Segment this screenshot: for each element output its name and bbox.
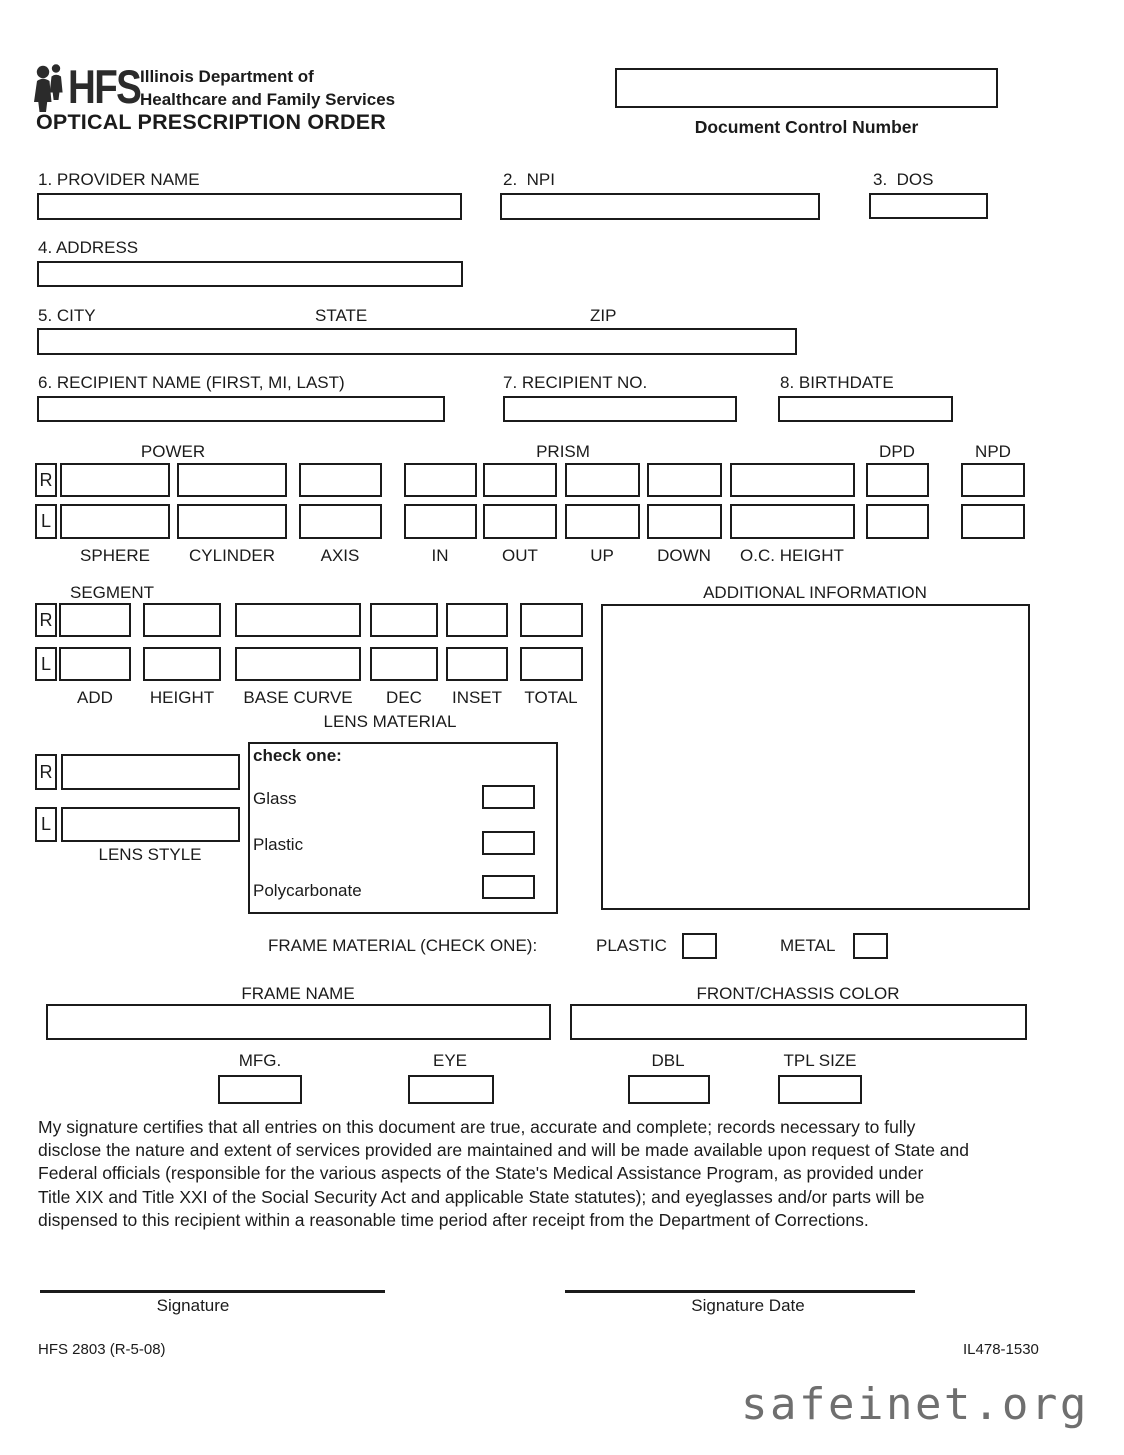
lens-style-row-l-label: L <box>35 807 57 842</box>
down-label: DOWN <box>657 546 711 565</box>
prism-header: PRISM <box>536 442 590 461</box>
lens-style-l-field[interactable] <box>61 807 240 842</box>
segment-r-add-field[interactable] <box>59 603 131 637</box>
provider-name-field[interactable] <box>37 193 462 220</box>
prism-l-down-field[interactable] <box>647 504 722 539</box>
mfg-label: MFG. <box>238 1051 282 1070</box>
prism-l-up-field[interactable] <box>565 504 640 539</box>
birthdate-field[interactable] <box>778 396 953 422</box>
segment-l-total-field[interactable] <box>520 647 583 681</box>
frame-metal-label: METAL <box>780 936 836 955</box>
state-label: STATE <box>315 306 368 325</box>
lens-style-label: LENS STYLE <box>98 845 202 864</box>
add-label: ADD <box>77 688 113 707</box>
mfg-field[interactable] <box>218 1075 302 1104</box>
segment-l-add-field[interactable] <box>59 647 131 681</box>
front-chassis-color-field[interactable] <box>570 1004 1027 1040</box>
additional-information-label: ADDITIONAL INFORMATION <box>703 583 927 602</box>
front-chassis-color-label: FRONT/CHASSIS COLOR <box>696 984 900 1003</box>
up-label: UP <box>590 546 614 565</box>
base-curve-label: BASE CURVE <box>243 688 353 707</box>
dpd-header: DPD <box>879 442 915 461</box>
out-label: OUT <box>502 546 538 565</box>
city-state-zip-field[interactable] <box>37 328 797 355</box>
power-l-cylinder-field[interactable] <box>177 504 287 539</box>
birthdate-label: 8. BIRTHDATE <box>780 373 894 392</box>
dos-field[interactable] <box>869 193 988 219</box>
dos-label: 3. DOS <box>873 170 934 189</box>
certification-line: My signature certifies that all entries on this document are true, accurate and complete; records necessary to fully <box>38 1117 916 1137</box>
npi-field[interactable] <box>500 193 820 220</box>
oc-height-r-field[interactable] <box>730 463 855 497</box>
prism-r-down-field[interactable] <box>647 463 722 497</box>
power-r-cylinder-field[interactable] <box>177 463 287 497</box>
frame-material-label: FRAME MATERIAL (CHECK ONE): <box>268 936 538 955</box>
segment-row-r-label: R <box>35 603 57 637</box>
frame-metal-checkbox[interactable] <box>853 933 888 959</box>
segment-l-dec-field[interactable] <box>370 647 438 681</box>
department-line2: Healthcare and Family Services <box>140 90 396 109</box>
tpl-size-label: TPL SIZE <box>783 1051 857 1070</box>
dpd-l-field[interactable] <box>866 504 929 539</box>
certification-text <box>38 1116 1038 1232</box>
family-figures-icon <box>33 62 67 114</box>
segment-r-height-field[interactable] <box>143 603 221 637</box>
zip-label: ZIP <box>590 306 617 325</box>
in-label: IN <box>431 546 449 565</box>
frame-plastic-label: PLASTIC <box>596 936 667 955</box>
npd-header: NPD <box>975 442 1011 461</box>
certification-line: Federal officials (responsible for the various aspects of the State's Medical Assistance Program, as provided under <box>38 1163 924 1184</box>
power-r-axis-field[interactable] <box>299 463 382 497</box>
power-l-axis-field[interactable] <box>299 504 382 539</box>
frame-name-field[interactable] <box>46 1004 551 1040</box>
prism-r-up-field[interactable] <box>565 463 640 497</box>
segment-l-height-field[interactable] <box>143 647 221 681</box>
oc-height-l-field[interactable] <box>730 504 855 539</box>
eye-label: EYE <box>432 1051 468 1070</box>
lens-style-row-r-label: R <box>35 754 57 790</box>
signature-date-label: Signature Date <box>691 1296 805 1315</box>
prism-l-out-field[interactable] <box>483 504 557 539</box>
certification-line: disclose the nature and extent of services provided are maintained and will be made available upon request of State and <box>38 1140 970 1161</box>
department-name <box>140 65 395 111</box>
glass-option-label: Glass <box>253 789 297 808</box>
segment-r-base-curve-field[interactable] <box>235 603 361 637</box>
watermark: safeinet.org <box>741 1379 1089 1430</box>
oc-height-label: O.C. HEIGHT <box>740 546 844 565</box>
polycarbonate-checkbox[interactable] <box>482 875 535 899</box>
recipient-name-field[interactable] <box>37 396 445 422</box>
check-one-label: check one: <box>253 746 342 765</box>
dbl-label: DBL <box>651 1051 685 1070</box>
sphere-label: SPHERE <box>80 546 150 565</box>
plastic-option-label: Plastic <box>253 835 304 854</box>
dbl-field[interactable] <box>628 1075 710 1104</box>
segment-l-base-curve-field[interactable] <box>235 647 361 681</box>
signature-line[interactable] <box>40 1290 385 1293</box>
additional-information-field[interactable] <box>601 604 1030 910</box>
eye-field[interactable] <box>408 1075 494 1104</box>
recipient-name-label: 6. RECIPIENT NAME (FIRST, MI, LAST) <box>38 373 345 392</box>
address-field[interactable] <box>37 261 463 287</box>
recipient-no-field[interactable] <box>503 396 737 422</box>
prism-r-out-field[interactable] <box>483 463 557 497</box>
inset-label: INSET <box>451 688 503 707</box>
segment-l-inset-field[interactable] <box>446 647 508 681</box>
plastic-checkbox[interactable] <box>482 831 535 855</box>
dpd-r-field[interactable] <box>866 463 929 497</box>
frame-plastic-checkbox[interactable] <box>682 933 717 959</box>
power-l-sphere-field[interactable] <box>60 504 170 539</box>
document-control-number-field[interactable] <box>615 68 998 108</box>
tpl-size-field[interactable] <box>778 1075 862 1104</box>
provider-name-label: 1. PROVIDER NAME <box>38 170 200 189</box>
recipient-no-label: 7. RECIPIENT NO. <box>503 373 648 392</box>
polycarbonate-option-label: Polycarbonate <box>253 881 362 900</box>
signature-label: Signature <box>156 1296 230 1315</box>
segment-r-inset-field[interactable] <box>446 603 508 637</box>
frame-name-label: FRAME NAME <box>241 984 355 1003</box>
glass-checkbox[interactable] <box>482 785 535 809</box>
hfs-logo <box>33 62 156 114</box>
power-row-r-label: R <box>35 463 57 497</box>
lens-material-header: LENS MATERIAL <box>323 712 457 731</box>
npd-l-field[interactable] <box>961 504 1025 539</box>
dec-label: DEC <box>386 688 422 707</box>
segment-header: SEGMENT <box>70 583 155 602</box>
segment-r-dec-field[interactable] <box>370 603 438 637</box>
city-label: 5. CITY <box>38 306 96 325</box>
address-label: 4. ADDRESS <box>38 238 139 257</box>
power-r-sphere-field[interactable] <box>60 463 170 497</box>
prism-l-in-field[interactable] <box>404 504 477 539</box>
power-header: POWER <box>140 442 206 461</box>
power-row-l-label: L <box>35 504 57 539</box>
segment-row-l-label: L <box>35 647 57 681</box>
total-label: TOTAL <box>524 688 578 707</box>
form-number: HFS 2803 (R-5-08) <box>38 1341 166 1358</box>
certification-line: dispensed to this recipient within a reasonable time period after receipt from the Department of Corrections. <box>38 1209 869 1230</box>
page-title: OPTICAL PRESCRIPTION ORDER <box>36 110 387 134</box>
department-line1: Illinois Department of <box>140 67 314 86</box>
certification-line: Title XIX and Title XXI of the Social Security Act and applicable State statutes); and eyeglasses and/or parts will be <box>38 1186 925 1207</box>
document-control-number-label: Document Control Number <box>694 117 919 137</box>
lens-style-r-field[interactable] <box>61 754 240 790</box>
prism-r-in-field[interactable] <box>404 463 477 497</box>
logo-text: HFS <box>68 60 141 113</box>
npd-r-field[interactable] <box>961 463 1025 497</box>
cylinder-label: CYLINDER <box>189 546 275 565</box>
npi-label: 2. NPI <box>503 170 555 189</box>
doc-code: IL478-1530 <box>963 1341 1039 1358</box>
segment-r-total-field[interactable] <box>520 603 583 637</box>
signature-date-line[interactable] <box>565 1290 915 1293</box>
height-label: HEIGHT <box>149 688 215 707</box>
axis-label: AXIS <box>320 546 360 565</box>
